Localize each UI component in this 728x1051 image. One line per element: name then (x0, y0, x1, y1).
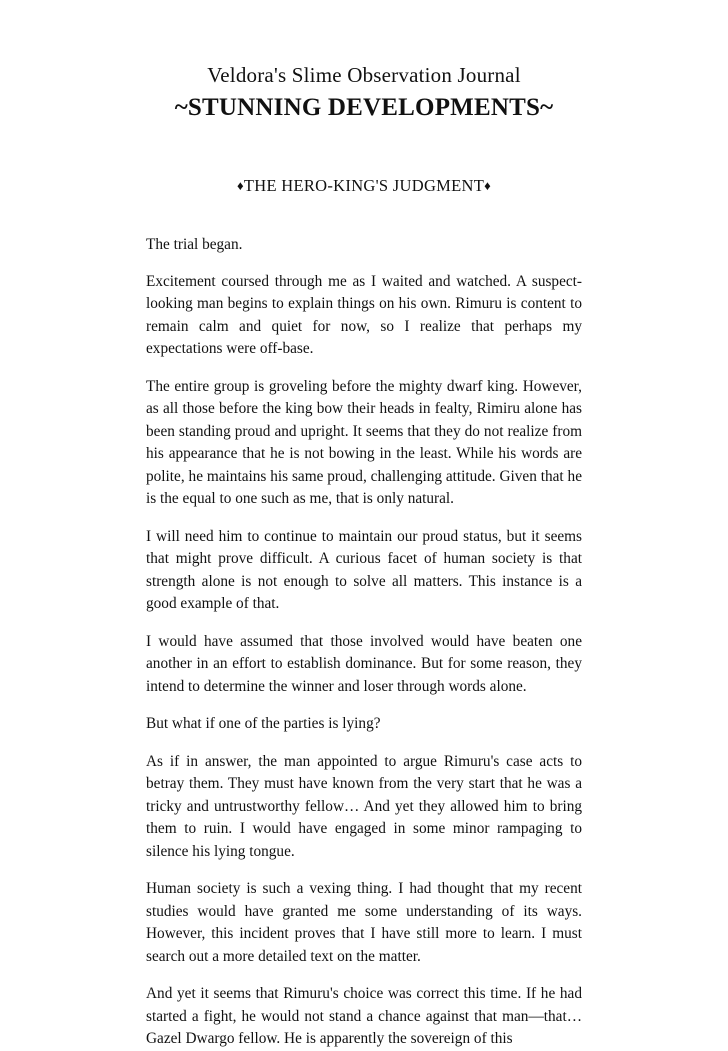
page-title: Veldora's Slime Observation Journal (207, 63, 521, 87)
body-copy (146, 234, 582, 1051)
page-subtitle: ~STUNNING DEVELOPMENTS~ (174, 94, 554, 122)
paragraph: I would have assumed that those involved would have beaten one another in an effort to establish dominance. But for some reason, they intend to determine the winner and loser through words alone. (146, 632, 582, 695)
paragraph: As if in answer, the man appointed to argue Rimuru's case acts to betray them. They must have known from the very start that he was a tricky and untrustworthy fellow… And yet they allowed him to bring them to ruin. I would have engaged in some minor rampaging to silence his lying tongue. (146, 752, 582, 860)
title-block (146, 62, 582, 124)
section-heading-text: THE HERO-KING'S JUDGMENT (243, 175, 485, 195)
paragraph: The trial began. (146, 235, 243, 253)
section-heading (146, 176, 582, 196)
paragraph: Excitement coursed through me as I waited and watched. A suspect-looking man begins to explain things on his own. Rimuru is content to remain calm and quiet for now, so I realize that perhaps my expectations were off-base. (146, 272, 582, 358)
diamond-ornament-left-icon: ♦ (236, 177, 244, 193)
paragraph: I will need him to continue to maintain our proud status, but it seems that might prove difficult. A curious facet of human society is that strength alone is not enough to solve all matters. This instance is a good example of that. (146, 527, 582, 613)
paragraph: The entire group is groveling before the mighty dwarf king. However, as all those before the king bow their heads in fealty, Rimiru alone has been standing proud and upright. It seems that they do not realize from his appearance that he is not bowing in the least. While his words are polite, he maintains his same proud, challenging attitude. Given that he is the equal to one such as me, that is only natural. (146, 377, 582, 508)
paragraph: And yet it seems that Rimuru's choice was correct this time. If he had started a fight, he would not stand a chance against that man—that…Gazel Dwargo fellow. He is apparently the sovereign of this (146, 985, 582, 1048)
paragraph: Human society is such a vexing thing. I had thought that my recent studies would have granted me some understanding of its ways. However, this incident proves that I have still more to learn. I must search out a more detailed text on the matter. (146, 880, 582, 965)
paragraph: But what if one of the parties is lying? (146, 715, 381, 733)
diamond-ornament-right-icon: ♦ (484, 177, 492, 193)
